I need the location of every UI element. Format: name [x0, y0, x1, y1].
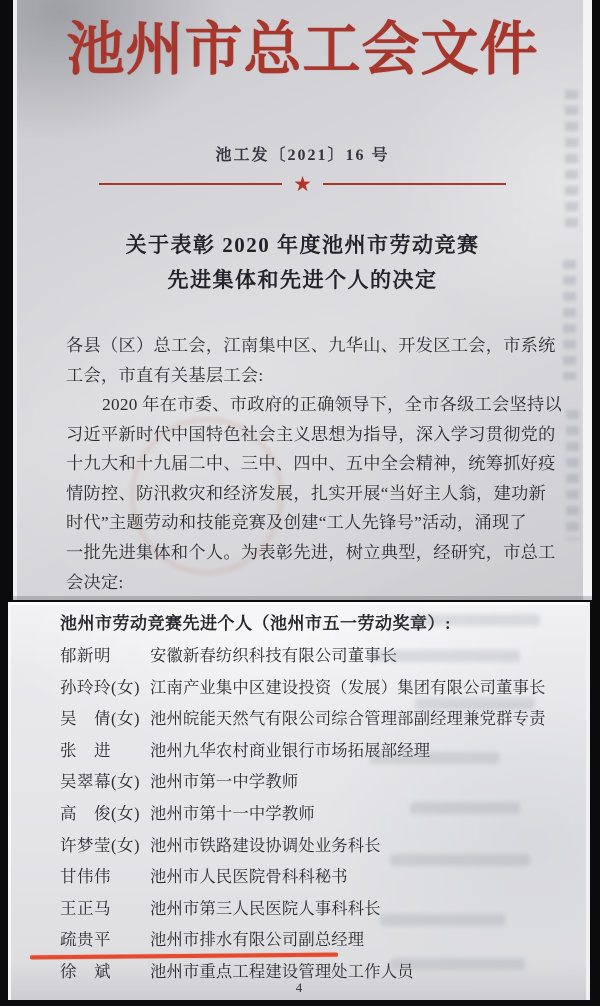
awardee-title: 池州市第三人民医院人事科科长 [150, 898, 381, 918]
bleedthrough-text [410, 802, 520, 814]
salutation-line: 工会，市直有关基层工会: [66, 365, 264, 385]
body-line: 一批先进集体和个人。为表彰先进，树立典型，经研究，市总工 [66, 542, 556, 562]
awardee-title: 池州市铁路建设协调处业务科长 [150, 835, 381, 855]
document-header-title: 池州市总工会文件 [66, 17, 539, 82]
body-line: 习近平新时代中国特色社会主义思想为指导，深入学习贯彻党的 [66, 424, 556, 444]
body-line: 会决定: [66, 572, 124, 592]
document-page-bottom [8, 602, 590, 1000]
salutation-line: 各县（区）总工会，江南集中区、九华山、开发区工会，市系统 [66, 336, 556, 355]
awardee-title: 池州九华农村商业银行市场拓展部经理 [150, 740, 431, 760]
document-number: 池工发〔2021〕16 号 [215, 147, 390, 164]
star-icon: ★ [293, 172, 312, 196]
awardee-title: 池州市第十一中学教师 [150, 803, 315, 823]
awardee-name: 吴 倩(女) [60, 709, 140, 729]
bleedthrough-text [370, 650, 520, 662]
awardee-title: 江南产业集中区建设投资（发展）集团有限公司董事长 [150, 677, 546, 697]
awardee-name: 许梦莹(女) [60, 835, 140, 855]
bleedthrough-text [370, 752, 500, 764]
body-line: 十九大和十九届二中、三中、四中、五中全会精神，统筹抓好疫 [66, 454, 556, 474]
awardee-title: 池州皖能天然气有限公司综合管理部副经理兼党群专责 [150, 709, 546, 729]
body-line: 时代”主题劳动和技能竞赛及创建“工人先锋号”活动，涌现了 [66, 513, 527, 533]
salutation [66, 331, 556, 390]
page-number: 4 [295, 980, 303, 995]
body-line: 情防控、防汛救灾和经济发展，扎实开展“当好主人翁，建功新 [66, 483, 547, 503]
awardee-row [8, 924, 590, 956]
bleedthrough-text [410, 614, 540, 626]
awardee-title: 池州市人民医院骨科科秘书 [150, 867, 348, 887]
awardee-title: 安徽新春纺织科技有限公司董事长 [150, 646, 398, 665]
bleedthrough-text [566, 410, 579, 540]
bleedthrough-text [565, 90, 578, 230]
awardee-row [8, 766, 590, 798]
body-paragraph [66, 390, 562, 597]
bleedthrough-text [390, 854, 530, 866]
awardee-row [8, 735, 590, 767]
awardee-title: 池州市排水有限公司副总经理 [150, 930, 365, 950]
divider-line-right [323, 183, 506, 185]
bottom-photo-section [0, 600, 600, 1006]
awardee-name: 甘伟伟 [60, 867, 111, 887]
bleedthrough-text [390, 958, 525, 970]
paper-edge-top [8, 602, 590, 605]
document-title-line1: 关于表彰 2020 年度池州市劳动竞赛 [125, 233, 480, 257]
bleedthrough-text [415, 698, 535, 710]
awardee-title: 池州市第一中学教师 [150, 772, 299, 792]
awardee-title: 池州市重点工程建设管理处工作人员 [150, 961, 414, 981]
red-divider-rule [13, 174, 592, 194]
awardee-name: 徐 斌 [60, 961, 111, 981]
bleedthrough-text [380, 914, 505, 926]
bleedthrough-text [563, 260, 576, 380]
awardee-name: 张 进 [60, 740, 111, 760]
document-title [13, 228, 592, 298]
body-line: 2020 年在市委、市政府的正确领导下，全市各级工会坚持以 [102, 395, 562, 414]
awardee-name: 郁新明 [60, 646, 111, 665]
awardee-name: 高 俊(女) [60, 803, 140, 823]
awardee-name: 孙玲玲(女) [60, 677, 140, 697]
document-page-top [13, 0, 592, 600]
awardee-name: 王正马 [60, 898, 111, 918]
document-title-line2: 先进集体和先进个人的决定 [167, 268, 438, 292]
divider-line-left [99, 183, 282, 185]
list-section-heading: 池州市劳动竞赛先进个人（池州市五一劳动奖章）: [60, 614, 452, 633]
awardee-name: 吴翠幕(女) [60, 772, 140, 792]
awardee-name: 疏贵平 [60, 930, 111, 950]
